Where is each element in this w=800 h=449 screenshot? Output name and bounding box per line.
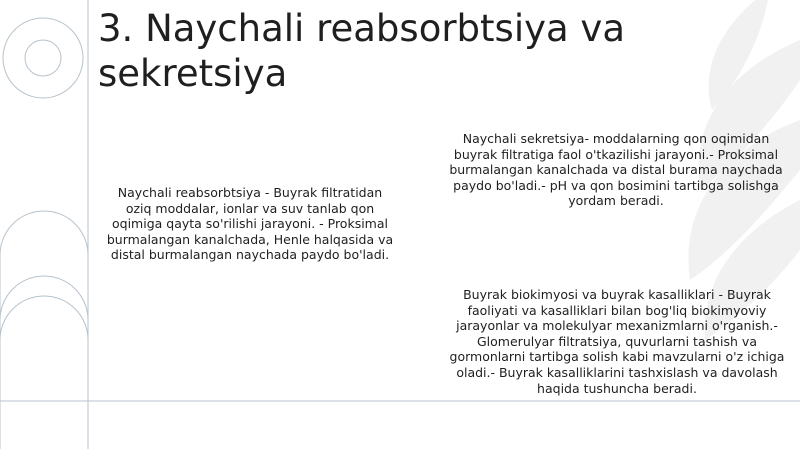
- slide-title: 3. Naychali reabsorbtsiya va sekretsiya: [98, 7, 625, 95]
- secretion-text: Naychali sekretsiya- moddalarning qon oqimidan buyrak filtratiga faol o'tkazilishi jarayoni.- Proksimal burmalangan kanalchada va distal burama naychada paydo bo'ladi.- pH va qon bosimini tartibga solishga yordam beradi.: [449, 131, 783, 209]
- concentric-circles-icon: [3, 18, 83, 98]
- reabsorption-text: Naychali reabsorbtsiya - Buyrak filtratidan oziq moddalar, ionlar va suv tanlab qon oqimiga qayta so'rilishi jarayoni. - Proksimal burmalangan kanalchada, Henle halqasida va distal burmalangan naychada paydo bo'ladi.: [106, 185, 394, 263]
- kidney-biochemistry-text: Buyrak biokimyosi va buyrak kasalliklari - Buyrak faoliyati va kasalliklari bilan bog'liq biokimyoviy jarayonlar va molekulyar mexanizmlarni o'rganish.- Glomerulyar filtratsiya, quvurlarni tashish va gormonlarni tartibga solish kabi mavzularni o'z ichiga oladi.- Buyrak kasalliklarini tashxislash va davolash haqida tushuncha beradi.: [449, 287, 785, 396]
- arc-shapes-icon: [0, 211, 88, 449]
